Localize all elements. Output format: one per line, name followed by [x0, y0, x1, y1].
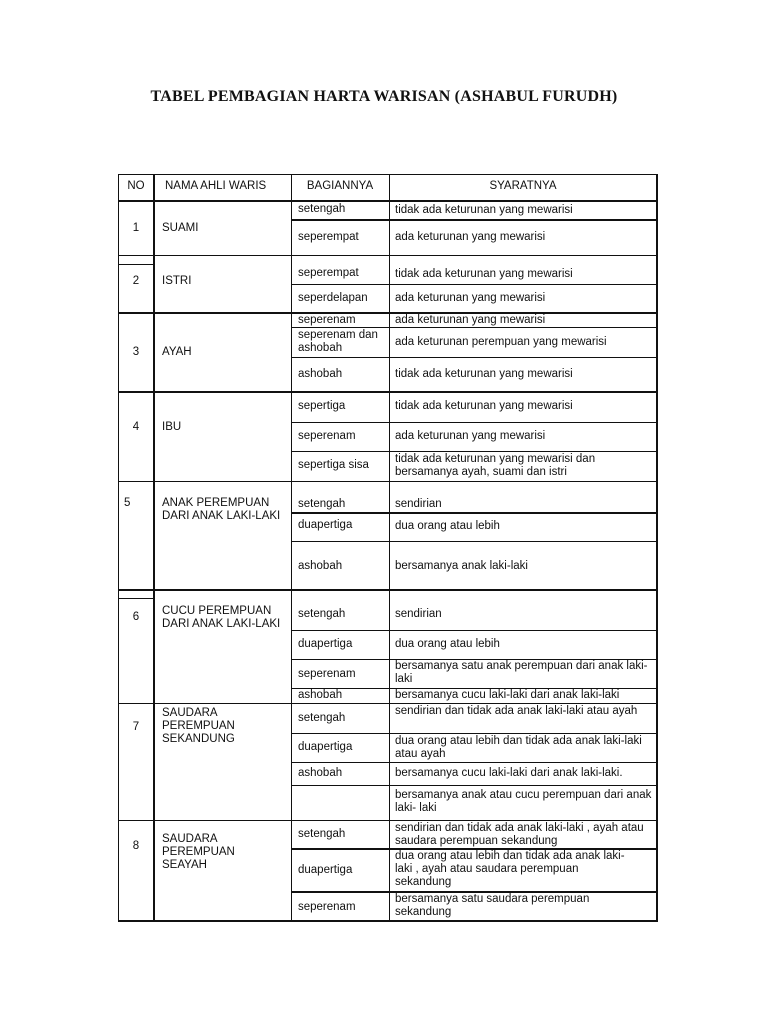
share-cell: ashobah [298, 689, 343, 701]
group-number: 6 [132, 611, 140, 623]
group-number: 1 [132, 222, 140, 234]
col-divider-name [291, 174, 292, 922]
row-divider [291, 512, 658, 514]
heir-name: ANAK PEREMPUAN DARI ANAK LAKI-LAKI [162, 497, 281, 522]
row-divider [291, 451, 658, 452]
condition-cell: sendirian [395, 608, 442, 620]
share-cell: setengah [298, 608, 346, 620]
share-cell: ashobah [298, 767, 343, 779]
condition-cell: bersamanya anak atau cucu perempuan dari anak laki- laki [395, 789, 652, 814]
heir-name: SUAMI [162, 222, 199, 234]
row-divider [291, 357, 658, 358]
condition-cell: tidak ada keturunan yang mewarisi [395, 268, 573, 280]
condition-cell: tidak ada keturunan yang mewarisi [395, 368, 573, 380]
condition-cell: dua orang atau lebih dan tidak ada anak laki-laki atau ayah [395, 735, 642, 760]
group-number: 3 [132, 346, 140, 358]
condition-cell: ada keturunan perempuan yang mewarisi [395, 336, 607, 348]
condition-cell: sendirian [395, 498, 442, 510]
condition-cell: bersamanya cucu laki-laki dari anak laki-laki [395, 689, 620, 701]
share-cell: ashobah [298, 368, 343, 380]
condition-cell: bersamanya satu anak perempuan dari anak laki-laki [395, 660, 648, 685]
table-border-bottom [118, 920, 658, 922]
group-divider [118, 391, 658, 393]
group-divider [118, 312, 658, 314]
row-divider [291, 422, 658, 423]
group-divider [118, 481, 658, 482]
share-cell: seperempat [298, 267, 359, 279]
heir-name: CUCU PEREMPUAN DARI ANAK LAKI-LAKI [162, 605, 281, 630]
row-divider [291, 327, 658, 328]
group-number: 5 [124, 497, 131, 509]
table-border-top [118, 174, 658, 175]
header-divider [118, 200, 658, 202]
condition-cell: ada keturunan yang mewarisi [395, 292, 546, 304]
row-divider [291, 219, 658, 221]
group-number: 8 [132, 840, 140, 852]
share-cell: setengah [298, 828, 346, 840]
group-divider [118, 820, 658, 821]
share-cell: seperempat [298, 231, 359, 243]
condition-cell: dua orang atau lebih [395, 520, 500, 532]
group-number: 2 [132, 275, 140, 287]
condition-cell: ada keturunan yang mewarisi [395, 430, 546, 442]
row-divider [291, 785, 658, 786]
condition-cell: dua orang atau lebih dan tidak ada anak laki-laki , ayah atau saudara perempuan sekandung [395, 850, 625, 888]
header-condition: SYARATNYA [489, 180, 557, 192]
page-title: TABEL PEMBAGIAN HARTA WARISAN (ASHABUL FURUDH) [150, 88, 618, 105]
condition-cell: bersamanya cucu laki-laki dari anak laki-laki. [395, 767, 623, 779]
condition-cell: tidak ada keturunan yang mewarisi dan bersamanya ayah, suami dan istri [395, 453, 596, 478]
no-col-gap [118, 598, 154, 599]
row-divider [291, 630, 658, 631]
share-cell: seperenam [298, 430, 356, 442]
share-cell: sepertiga sisa [298, 459, 369, 471]
share-cell: sepertiga [298, 400, 346, 412]
group-number: 4 [132, 421, 140, 433]
share-cell: seperenam [298, 314, 356, 326]
share-cell: duapertiga [298, 741, 353, 753]
share-cell: seperenam [298, 901, 356, 913]
group-divider [118, 589, 658, 591]
condition-cell: sendirian dan tidak ada anak laki-laki , ayah atau saudara perempuan sekandung [395, 822, 644, 847]
share-cell: ashobah [298, 560, 343, 572]
group-number: 7 [132, 721, 140, 733]
share-cell: setengah [298, 712, 346, 724]
share-cell: duapertiga [298, 519, 353, 531]
row-divider [291, 284, 658, 285]
share-cell: seperenam dan ashobah [298, 329, 378, 354]
heir-name: SAUDARA PEREMPUAN SEAYAH [162, 833, 235, 871]
row-divider [291, 762, 658, 763]
condition-cell: bersamanya anak laki-laki [395, 560, 528, 572]
condition-cell: sendirian dan tidak ada anak laki-laki atau ayah [395, 705, 638, 717]
condition-cell: dua orang atau lebih [395, 638, 500, 650]
condition-cell: ada keturunan yang mewarisi [395, 314, 546, 326]
condition-cell: ada keturunan yang mewarisi [395, 231, 546, 243]
share-cell: seperenam [298, 668, 356, 680]
condition-cell: bersamanya satu saudara perempuan sekandung [395, 893, 590, 918]
header-no: NO [127, 180, 145, 192]
heir-name: IBU [162, 421, 182, 433]
share-cell: setengah [298, 203, 346, 215]
header-share: BAGIANNYA [306, 180, 374, 192]
row-divider [291, 541, 658, 542]
heir-name: AYAH [162, 346, 192, 358]
header-name: NAMA AHLI WARIS [165, 180, 267, 192]
share-cell: seperdelapan [298, 292, 368, 304]
heir-name: ISTRI [162, 275, 192, 287]
share-cell: duapertiga [298, 864, 353, 876]
condition-cell: tidak ada keturunan yang mewarisi [395, 400, 573, 412]
heir-name: SAUDARA PEREMPUAN SEKANDUNG [162, 707, 235, 745]
row-divider [291, 733, 658, 734]
condition-cell: tidak ada keturunan yang mewarisi [395, 204, 573, 216]
share-cell: duapertiga [298, 638, 353, 650]
no-col-gap [118, 264, 154, 265]
group-divider [118, 255, 658, 256]
col-divider-share [389, 174, 390, 922]
share-cell: setengah [298, 498, 346, 510]
group-divider [118, 703, 658, 704]
